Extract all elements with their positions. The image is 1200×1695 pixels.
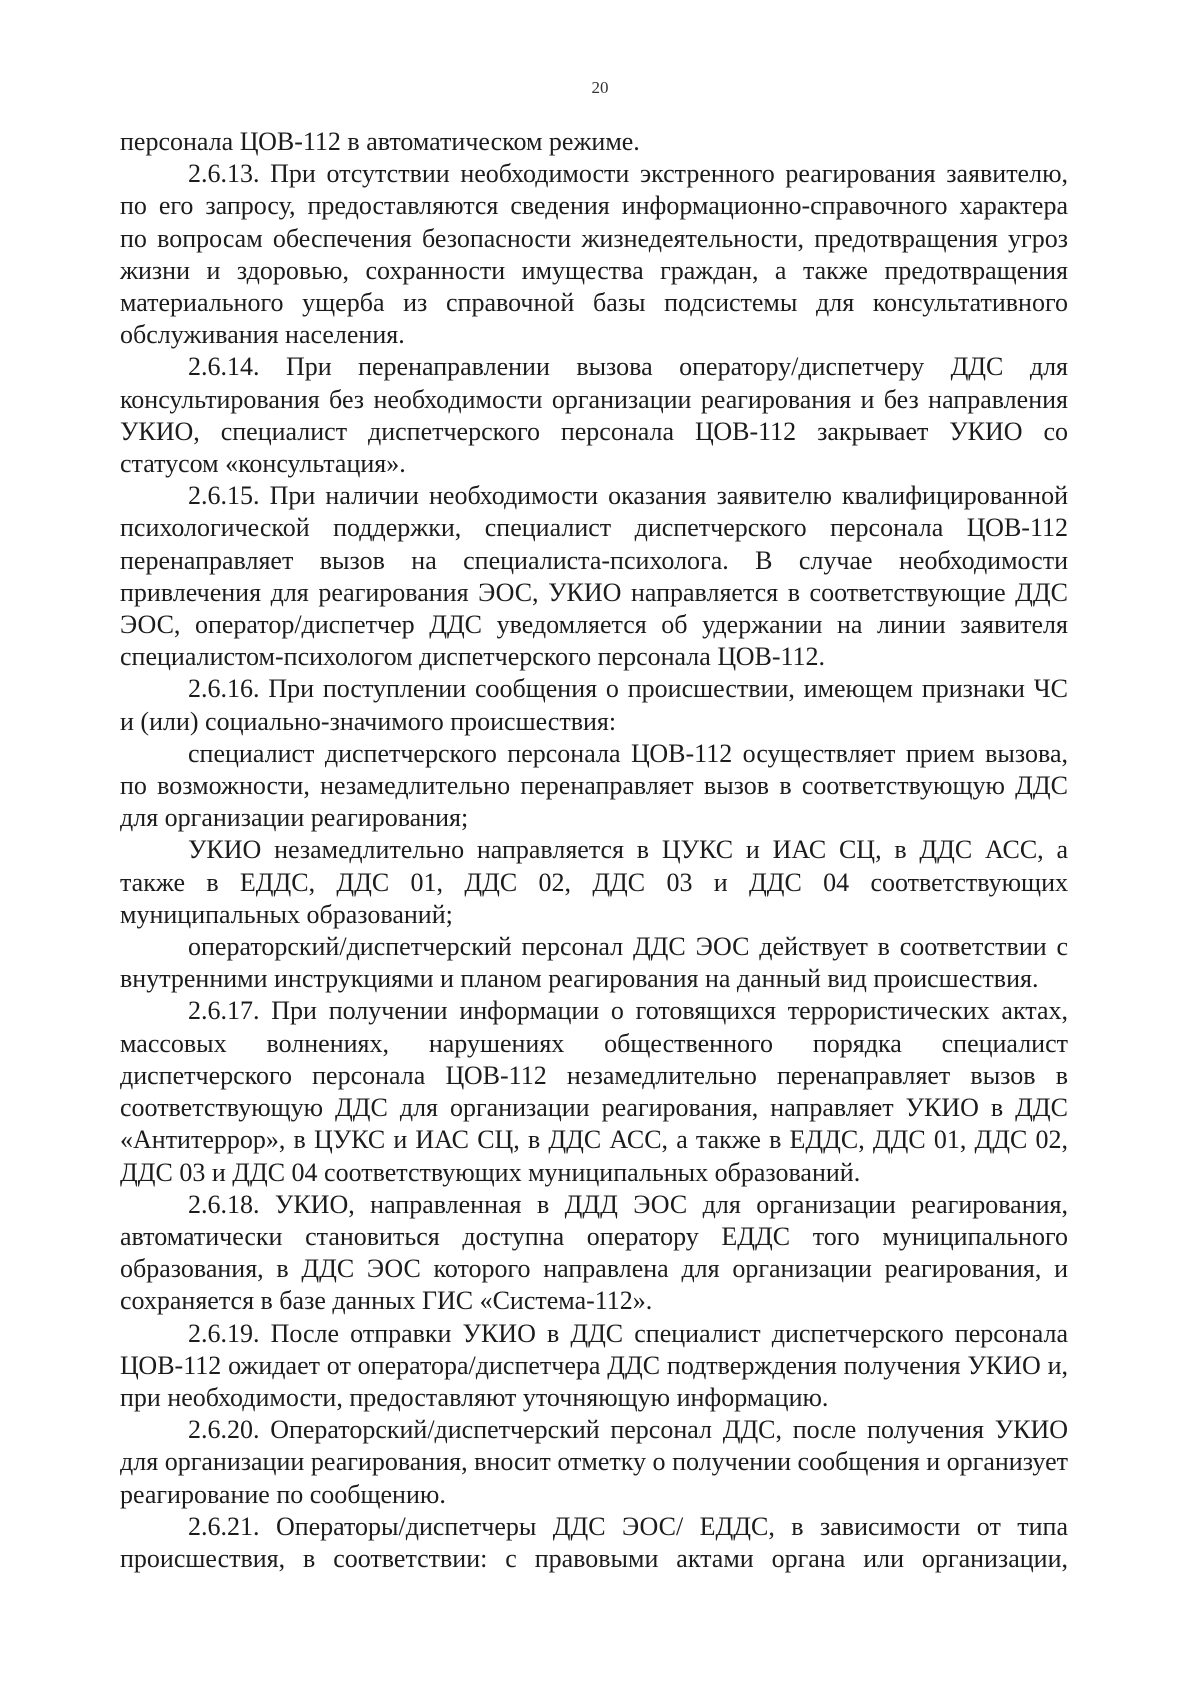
paragraph: персонала ЦОВ-112 в автоматическом режиме. [120, 127, 640, 156]
document-body [120, 126, 1068, 1575]
paragraph: 2.6.18. УКИО, направленная в ДДД ЭОС для организации реагирования, автоматически становиться доступна оператору ЕДДС того муниципального образования, в ДДС ЭОС которого направлена для организации реагирования, и сохраняется в базе данных ГИС «Система-112». [120, 1189, 1068, 1316]
paragraph: операторский/диспетчерский персонал ДДС ЭОС действует в соответствии с внутренними инструкциями и планом реагирования на данный вид происшествия. [120, 932, 1068, 994]
paragraph: специалист диспетчерского персонала ЦОВ-112 осуществляет прием вызова, по возможности, незамедлительно перенаправляет вызов в соответствующую ДДС для организации реагирования; [120, 738, 1068, 833]
paragraph: 2.6.16. При поступлении сообщения о происшествии, имеющем признаки ЧС и (или) социально-значимого происшествия: [120, 674, 1068, 736]
page-number: 20 [591, 78, 609, 97]
paragraph: УКИО незамедлительно направляется в ЦУКС и ИАС СЦ, в ДДС АСС, а также в ЕДДС, ДДС 01, ДДС 02, ДДС 03 и ДДС 04 соответствующих муниципальных образований; [120, 835, 1068, 929]
paragraph: 2.6.20. Операторский/диспетчерский персонал ДДС, после получения УКИО для организации реагирования, вносит отметку о получении сообщения и организует реагирование по сообщению. [120, 1415, 1068, 1509]
paragraph: 2.6.14. При перенаправлении вызова оператору/диспетчеру ДДС для консультирования без необходимости организации реагирования и без направления УКИО, специалист диспетчерского персонала ЦОВ-112 закрывает УКИО со статусом «консультация». [120, 352, 1068, 479]
paragraph: 2.6.21. Операторы/диспетчеры ДДС ЭОС/ ЕДДС, в зависимости от типа происшествия, в соответствии: с правовыми актами органа или организации, [120, 1511, 1068, 1573]
paragraph: 2.6.13. При отсутствии необходимости экстренного реагирования заявителю, по его запросу, предоставляются сведения информационно-справочного характера по вопросам обеспечения безопасности жизнедеятельности, предотвращения угроз жизни и здоровью, сохранности имущества граждан, а также предотвращения материального ущерба из справочной базы подсистемы для консультативного обслуживания населения. [120, 159, 1068, 350]
paragraph: 2.6.17. При получении информации о готовящихся террористических актах, массовых волнениях, нарушениях общественного порядка специалист диспетчерского персонала ЦОВ-112 незамедлительно перенаправляет вызов в соответствующую ДДС для организации реагирования, направляет УКИО в ДДС «Антитеррор», в ЦУКС и ИАС СЦ, в ДДС АСС, а также в ЕДДС, ДДС 01, ДДС 02, ДДС 03 и ДДС 04 соответствующих муниципальных образований. [120, 996, 1068, 1187]
paragraph: 2.6.15. При наличии необходимости оказания заявителю квалифицированной психологической поддержки, специалист диспетчерского персонала ЦОВ-112 перенаправляет вызов на специалиста-психолога. В случае необходимости привлечения для реагирования ЭОС, УКИО направляется в соответствующие ДДС ЭОС, оператор/диспетчер ДДС уведомляется об удержании на линии заявителя специалистом-психологом диспетчерского персонала ЦОВ-112. [120, 481, 1068, 672]
paragraph: 2.6.19. После отправки УКИО в ДДС специалист диспетчерского персонала ЦОВ-112 ожидает от оператора/диспетчера ДДС подтверждения получения УКИО и, при необходимости, предоставляют уточняющую информацию. [120, 1318, 1068, 1412]
